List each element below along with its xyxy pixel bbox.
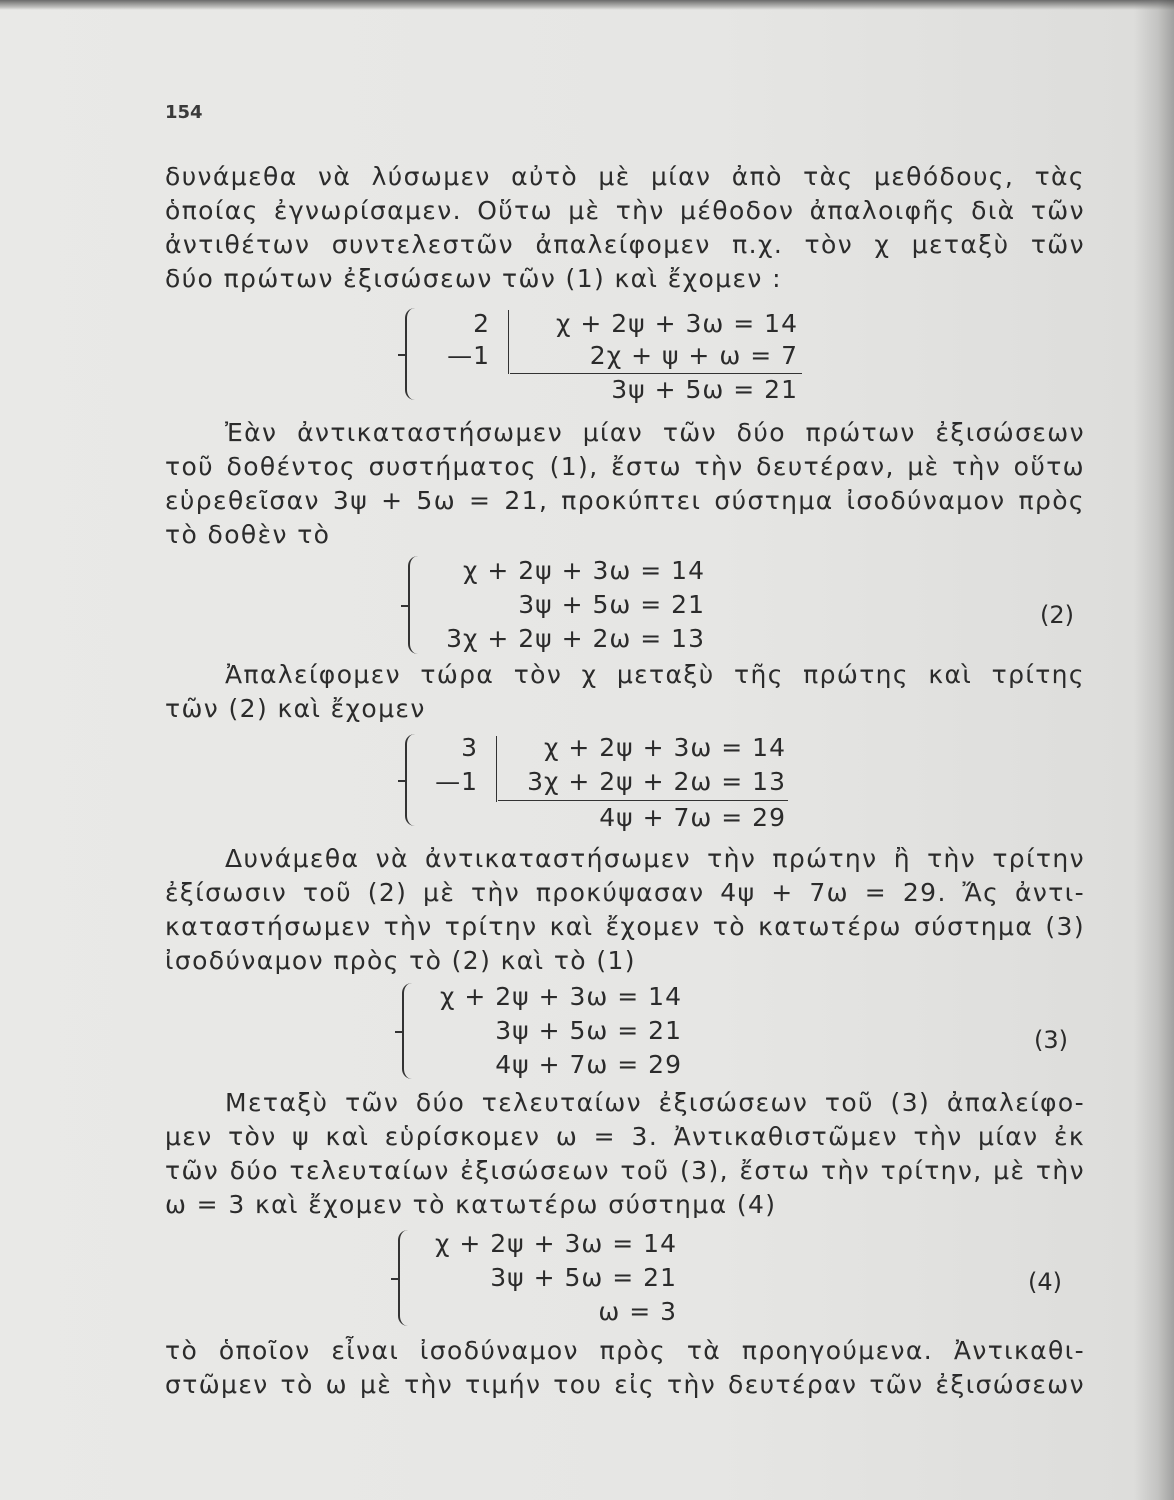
page-spine-shadow [1134,0,1174,1500]
equation: χ + 2ψ + 3ω = 14 [439,982,682,1011]
equation: 2χ + ψ + ω = 7 [589,341,798,370]
system-label: (2) [1040,601,1074,629]
equation: 3ψ + 5ω = 21 [518,590,705,619]
equation: ω = 3 [598,1297,677,1326]
multiplier-separator [508,310,509,374]
left-brace [398,1230,414,1326]
equation: 3χ + 2ψ + 2ω = 13 [446,624,705,653]
system-label: (3) [1034,1026,1068,1054]
paragraph-5 [165,1086,1085,1222]
multiplier: 2 [473,309,490,338]
text-line: ὁποίας ἐγνωρίσαμεν. Οὕτω μὲ τὴν μέθοδον ἀπαλοιφῆς διὰ τῶν [165,196,1085,225]
text-line: δύο πρώτων ἐξισώσεων τῶν (1) καὶ ἔχομεν : [165,264,782,293]
text-line: ἰσοδύναμον πρὸς τὸ (2) καὶ τὸ (1) [165,946,636,975]
system-label: (4) [1028,1268,1062,1296]
left-brace [405,734,421,826]
multiplier: —1 [435,767,478,796]
multiplier: —1 [447,341,490,370]
equation: χ + 2ψ + 3ω = 14 [462,556,705,585]
equation: χ + 2ψ + 3ω = 14 [543,733,786,762]
text-line: τοῦ δοθέντος συστήματος (1), ἔστω τὴν δευτέραν, μὲ τὴν οὕτω [165,452,1085,481]
text-line: Ἐὰν ἀντικαταστήσωμεν μίαν τῶν δύο πρώτων ἐξισώσεων [225,418,1085,447]
paragraph-1 [165,160,1085,296]
text-line: Δυνάμεθα νὰ ἀντικαταστήσωμεν τὴν πρώτην ἢ τὴν τρίτην [225,844,1085,873]
paragraph-2 [165,416,1085,552]
page-number: 154 [165,102,203,123]
text-line: μεν τὸν ψ καὶ εὑρίσκομεν ω = 3. Ἀντικαθιστῶμεν τὴν μίαν ἐκ [165,1122,1085,1151]
text-line: δυνάμεθα νὰ λύσωμεν αὐτὸ μὲ μίαν ἀπὸ τὰς μεθόδους, τὰς [165,162,1085,191]
left-brace [402,983,418,1079]
text-line: ω = 3 καὶ ἔχομεν τὸ κατωτέρω σύστημα (4) [165,1190,777,1219]
equation-result: 4ψ + 7ω = 29 [599,803,786,832]
text-line: στῶμεν τὸ ω μὲ τὴν τιμήν του εἰς τὴν δευτέραν τῶν ἐξισώσεων [165,1370,1085,1399]
sum-rule [498,800,788,801]
paragraph-3 [165,658,1085,726]
page-top-shadow [0,0,1174,10]
equation: χ + 2ψ + 3ω = 14 [434,1229,677,1258]
left-brace [408,556,424,654]
paragraph-6 [165,1334,1085,1402]
multiplier-separator [496,736,497,802]
equation: 3χ + 2ψ + 2ω = 13 [527,767,786,796]
equation: 3ψ + 5ω = 21 [490,1263,677,1292]
multiplier: 3 [461,733,478,762]
text-line: ἐξίσωσιν τοῦ (2) μὲ τὴν προκύψασαν 4ψ + 7ω = 29. Ἄς ἀντι- [165,878,1085,907]
left-brace [405,308,421,400]
text-line: ἀντιθέτων συντελεστῶν ἀπαλείφομεν π.χ. τὸν χ μεταξὺ τῶν [165,230,1085,259]
text-line: τῶν δύο τελευταίων ἐξισώσεων τοῦ (3), ἔστω τὴν τρίτην, μὲ τὴν [165,1156,1085,1185]
text-line: τὸ ὁποῖον εἶναι ἰσοδύναμον πρὸς τὰ προηγούμενα. Ἀντικαθι- [165,1336,1085,1365]
paragraph-4 [165,842,1085,978]
equation: χ + 2ψ + 3ω = 14 [555,309,798,338]
equation: 4ψ + 7ω = 29 [495,1050,682,1079]
equation-result: 3ψ + 5ω = 21 [611,375,798,404]
equation: 3ψ + 5ω = 21 [495,1016,682,1045]
text-line: καταστήσωμεν τὴν τρίτην καὶ ἔχομεν τὸ κατωτέρω σύστημα (3) [165,912,1085,941]
text-line: τῶν (2) καὶ ἔχομεν [165,694,426,723]
text-line: Ἀπαλείφομεν τώρα τὸν χ μεταξὺ τῆς πρώτης καὶ τρίτης [225,660,1085,689]
text-line: εὑρεθεῖσαν 3ψ + 5ω = 21, προκύπτει σύστημα ἰσοδύναμον πρὸς [165,486,1085,515]
text-line: τὸ δοθὲν τὸ [165,520,331,549]
text-line: Μεταξὺ τῶν δύο τελευταίων ἐξισώσεων τοῦ (3) ἀπαλείφο- [225,1088,1085,1117]
sum-rule [510,373,802,374]
